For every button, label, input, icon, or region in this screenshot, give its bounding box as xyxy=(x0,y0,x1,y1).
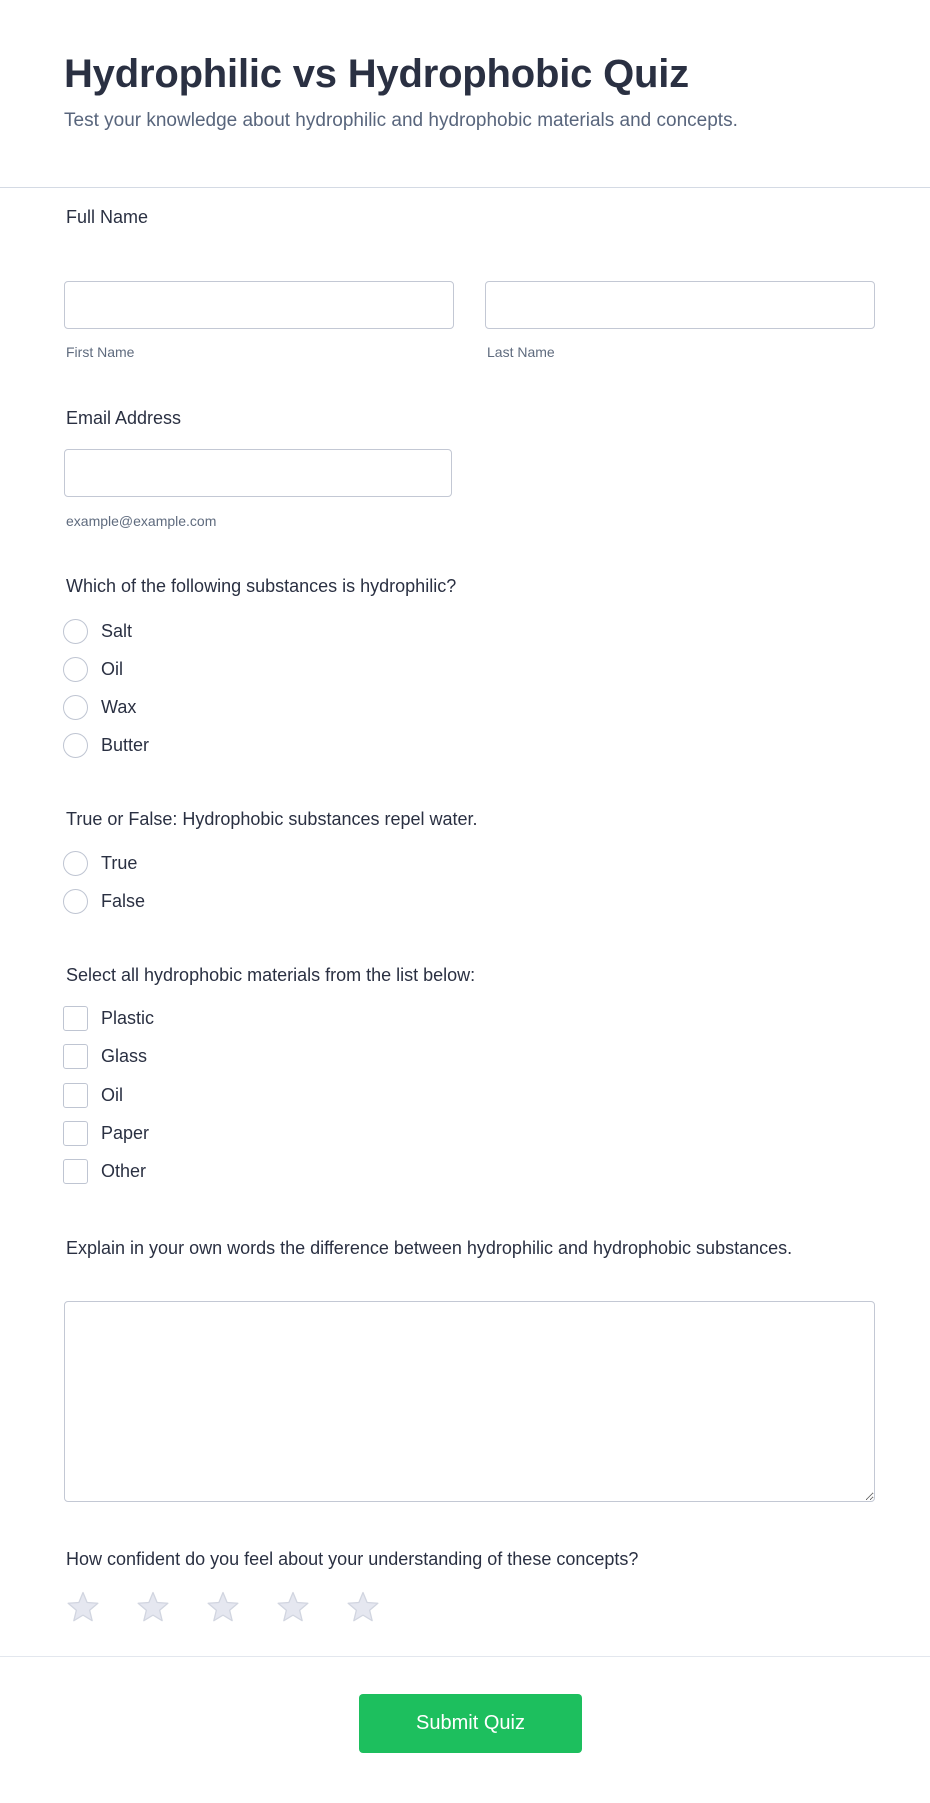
radio-button[interactable] xyxy=(63,889,88,914)
q3-option-oil[interactable]: Oil xyxy=(63,1082,123,1108)
q3-question: Select all hydrophobic materials from the list below: xyxy=(66,965,476,985)
footer-divider xyxy=(0,1656,930,1657)
first-name-sublabel: First Name xyxy=(66,344,135,360)
q5-question: How confident do you feel about your understanding of these concepts? xyxy=(66,1549,639,1569)
radio-button[interactable] xyxy=(63,695,88,720)
checkbox[interactable] xyxy=(63,1159,88,1184)
radio-button[interactable] xyxy=(63,733,88,758)
full-name-label: Full Name xyxy=(66,207,149,227)
confidence-rating xyxy=(64,1589,382,1627)
q1-option-wax[interactable]: Wax xyxy=(63,694,136,720)
explanation-textarea[interactable] xyxy=(64,1301,875,1502)
q3-option-other[interactable]: Other xyxy=(63,1158,146,1184)
star-outline-icon[interactable] xyxy=(64,1589,102,1627)
q3-option-paper[interactable]: Paper xyxy=(63,1120,149,1146)
radio-button[interactable] xyxy=(63,657,88,682)
email-sublabel: example@example.com xyxy=(66,513,217,529)
q3-option-glass[interactable]: Glass xyxy=(63,1043,147,1069)
q1-option-salt[interactable]: Salt xyxy=(63,618,132,644)
page-subtitle: Test your knowledge about hydrophilic and hydrophobic materials and concepts. xyxy=(64,110,738,131)
q1-option-oil[interactable]: Oil xyxy=(63,656,123,682)
star-outline-icon[interactable] xyxy=(204,1589,242,1627)
q1-question: Which of the following substances is hydrophilic? xyxy=(66,576,457,596)
checkbox[interactable] xyxy=(63,1006,88,1031)
email-label: Email Address xyxy=(66,408,182,428)
q2-option-true[interactable]: True xyxy=(63,850,137,876)
form-header xyxy=(0,0,930,188)
q1-option-butter[interactable]: Butter xyxy=(63,732,149,758)
q2-option-false[interactable]: False xyxy=(63,888,145,914)
star-outline-icon[interactable] xyxy=(274,1589,312,1627)
submit-quiz-button[interactable]: Submit Quiz xyxy=(359,1694,582,1753)
checkbox[interactable] xyxy=(63,1121,88,1146)
star-outline-icon[interactable] xyxy=(134,1589,172,1627)
q3-option-plastic[interactable]: Plastic xyxy=(63,1005,154,1031)
page-title: Hydrophilic vs Hydrophobic Quiz xyxy=(64,52,689,96)
checkbox[interactable] xyxy=(63,1044,88,1069)
last-name-sublabel: Last Name xyxy=(487,344,555,360)
checkbox[interactable] xyxy=(63,1083,88,1108)
email-input[interactable] xyxy=(64,449,452,497)
radio-button[interactable] xyxy=(63,851,88,876)
star-outline-icon[interactable] xyxy=(344,1589,382,1627)
q4-question: Explain in your own words the difference between hydrophilic and hydrophobic substances. xyxy=(66,1238,793,1258)
last-name-input[interactable] xyxy=(485,281,875,329)
q2-question: True or False: Hydrophobic substances repel water. xyxy=(66,809,478,829)
radio-button[interactable] xyxy=(63,619,88,644)
first-name-input[interactable] xyxy=(64,281,454,329)
